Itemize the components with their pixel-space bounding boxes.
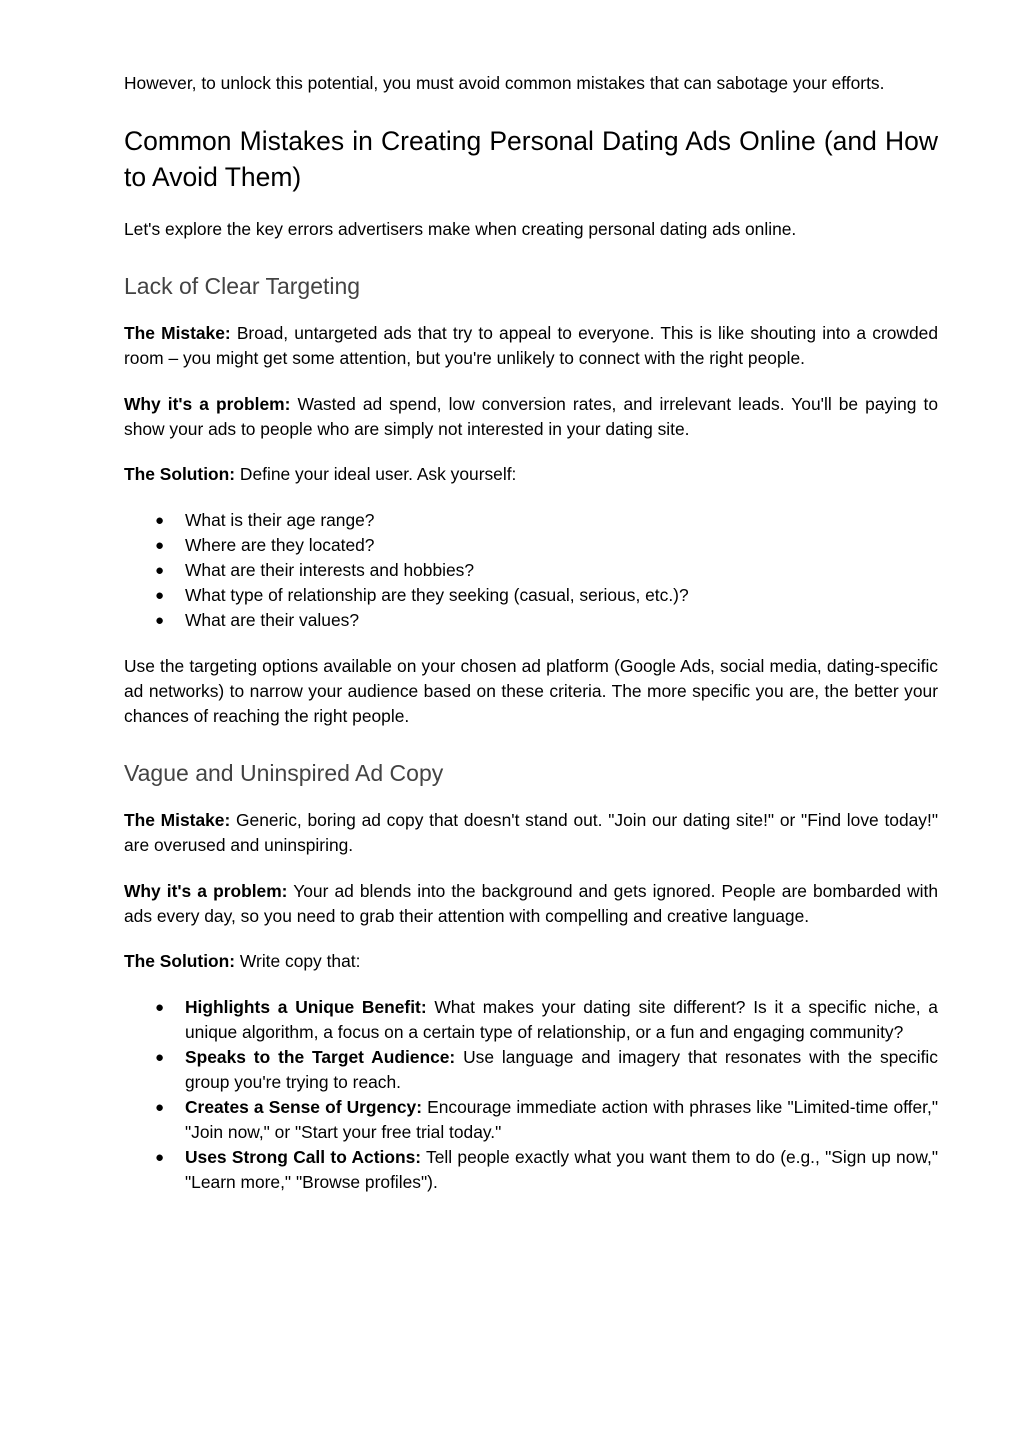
mistake-label: The Mistake:: [124, 323, 231, 343]
list-item: [124, 995, 938, 1045]
tip-label: Creates a Sense of Urgency:: [185, 1097, 422, 1117]
tip-text: Use language and imagery that resonates with the specific group you're trying to reach.: [185, 1047, 938, 1092]
tip-label: Speaks to the Target Audience:: [185, 1047, 456, 1067]
document-page: [124, 71, 938, 1195]
solution-label: The Solution:: [124, 464, 236, 484]
bullet-icon: ●: [155, 587, 165, 604]
problem-text: Your ad blends into the background and gets ignored. People are bombarded with ads every day, so you need to grab their attention with compelling and creative language.: [124, 881, 939, 926]
solution-text: Define your ideal user. Ask yourself:: [235, 464, 517, 484]
problem-label: Why it's a problem:: [124, 881, 288, 901]
solution-text: Write copy that:: [235, 951, 361, 971]
tip-label: Highlights a Unique Benefit:: [185, 997, 427, 1017]
problem-text: Wasted ad spend, low conversion rates, and irrelevant leads. You'll be paying to show your ads to people who are simply not interested in your dating site.: [124, 394, 938, 439]
list-item: ● What type of relationship are they seeking (casual, serious, etc.)?: [124, 583, 938, 608]
problem-paragraph: [124, 879, 938, 929]
tip-text: Tell people exactly what you want them to do (e.g., "Sign up now," "Learn more," "Browse profiles").: [185, 1147, 939, 1192]
bullet-icon: ●: [155, 1049, 165, 1066]
mistake-paragraph: [124, 321, 938, 371]
solution-paragraph: [124, 462, 938, 487]
tip-text: What makes your dating site different? Is it a specific niche, a unique algorithm, a focus on a certain type of relationship, or a fun and engaging community?: [185, 997, 938, 1042]
mistake-paragraph: [124, 808, 938, 858]
bullet-icon: ●: [155, 1149, 165, 1166]
solution-paragraph: [124, 949, 938, 974]
problem-label: Why it's a problem:: [124, 394, 291, 414]
bullet-icon: ●: [155, 999, 165, 1016]
mistake-text: Generic, boring ad copy that doesn't stand out. "Join our dating site!" or "Find love today!" are overused and uninspiring.: [124, 810, 939, 855]
question-list: [124, 508, 938, 633]
bullet-icon: ●: [155, 612, 165, 629]
list-item: [124, 1145, 938, 1195]
list-item: ● What are their values?: [124, 608, 938, 633]
bullet-icon: ●: [155, 537, 165, 554]
section-heading-targeting: Lack of Clear Targeting: [124, 273, 361, 299]
list-item: ● What are their interests and hobbies?: [124, 558, 938, 583]
section-heading-ad-copy: Vague and Uninspired Ad Copy: [124, 760, 444, 786]
list-item: ● Where are they located?: [124, 533, 938, 558]
bullet-icon: ●: [155, 512, 165, 529]
list-item: ● What is their age range?: [124, 508, 938, 533]
tip-text: Encourage immediate action with phrases like "Limited-time offer," "Join now," or "Start your free trial today.": [185, 1097, 938, 1142]
mistake-text: Broad, untargeted ads that try to appeal to everyone. This is like shouting into a crowded room – you might get some attention, but you're unlikely to connect with the right people.: [124, 323, 938, 368]
lead-paragraph: Let's explore the key errors advertisers make when creating personal dating ads online.: [124, 219, 797, 239]
list-item: [124, 1095, 938, 1145]
problem-paragraph: [124, 392, 938, 442]
bullet-icon: ●: [155, 562, 165, 579]
main-heading: Common Mistakes in Creating Personal Dating Ads Online (and How to Avoid Them): [124, 126, 938, 192]
solution-label: The Solution:: [124, 951, 236, 971]
list-item: [124, 1045, 938, 1095]
tip-label: Uses Strong Call to Actions:: [185, 1147, 422, 1167]
mistake-label: The Mistake:: [124, 810, 231, 830]
bullet-icon: ●: [155, 1099, 165, 1116]
tips-list: [124, 995, 938, 1195]
closing-paragraph: Use the targeting options available on your chosen ad platform (Google Ads, social media, dating-specific ad networks) to narrow your audience based on these criteria. The more specific you are, the better your chances of reaching the right people.: [124, 656, 938, 726]
intro-paragraph: However, to unlock this potential, you must avoid common mistakes that can sabotage your efforts.: [124, 73, 885, 93]
